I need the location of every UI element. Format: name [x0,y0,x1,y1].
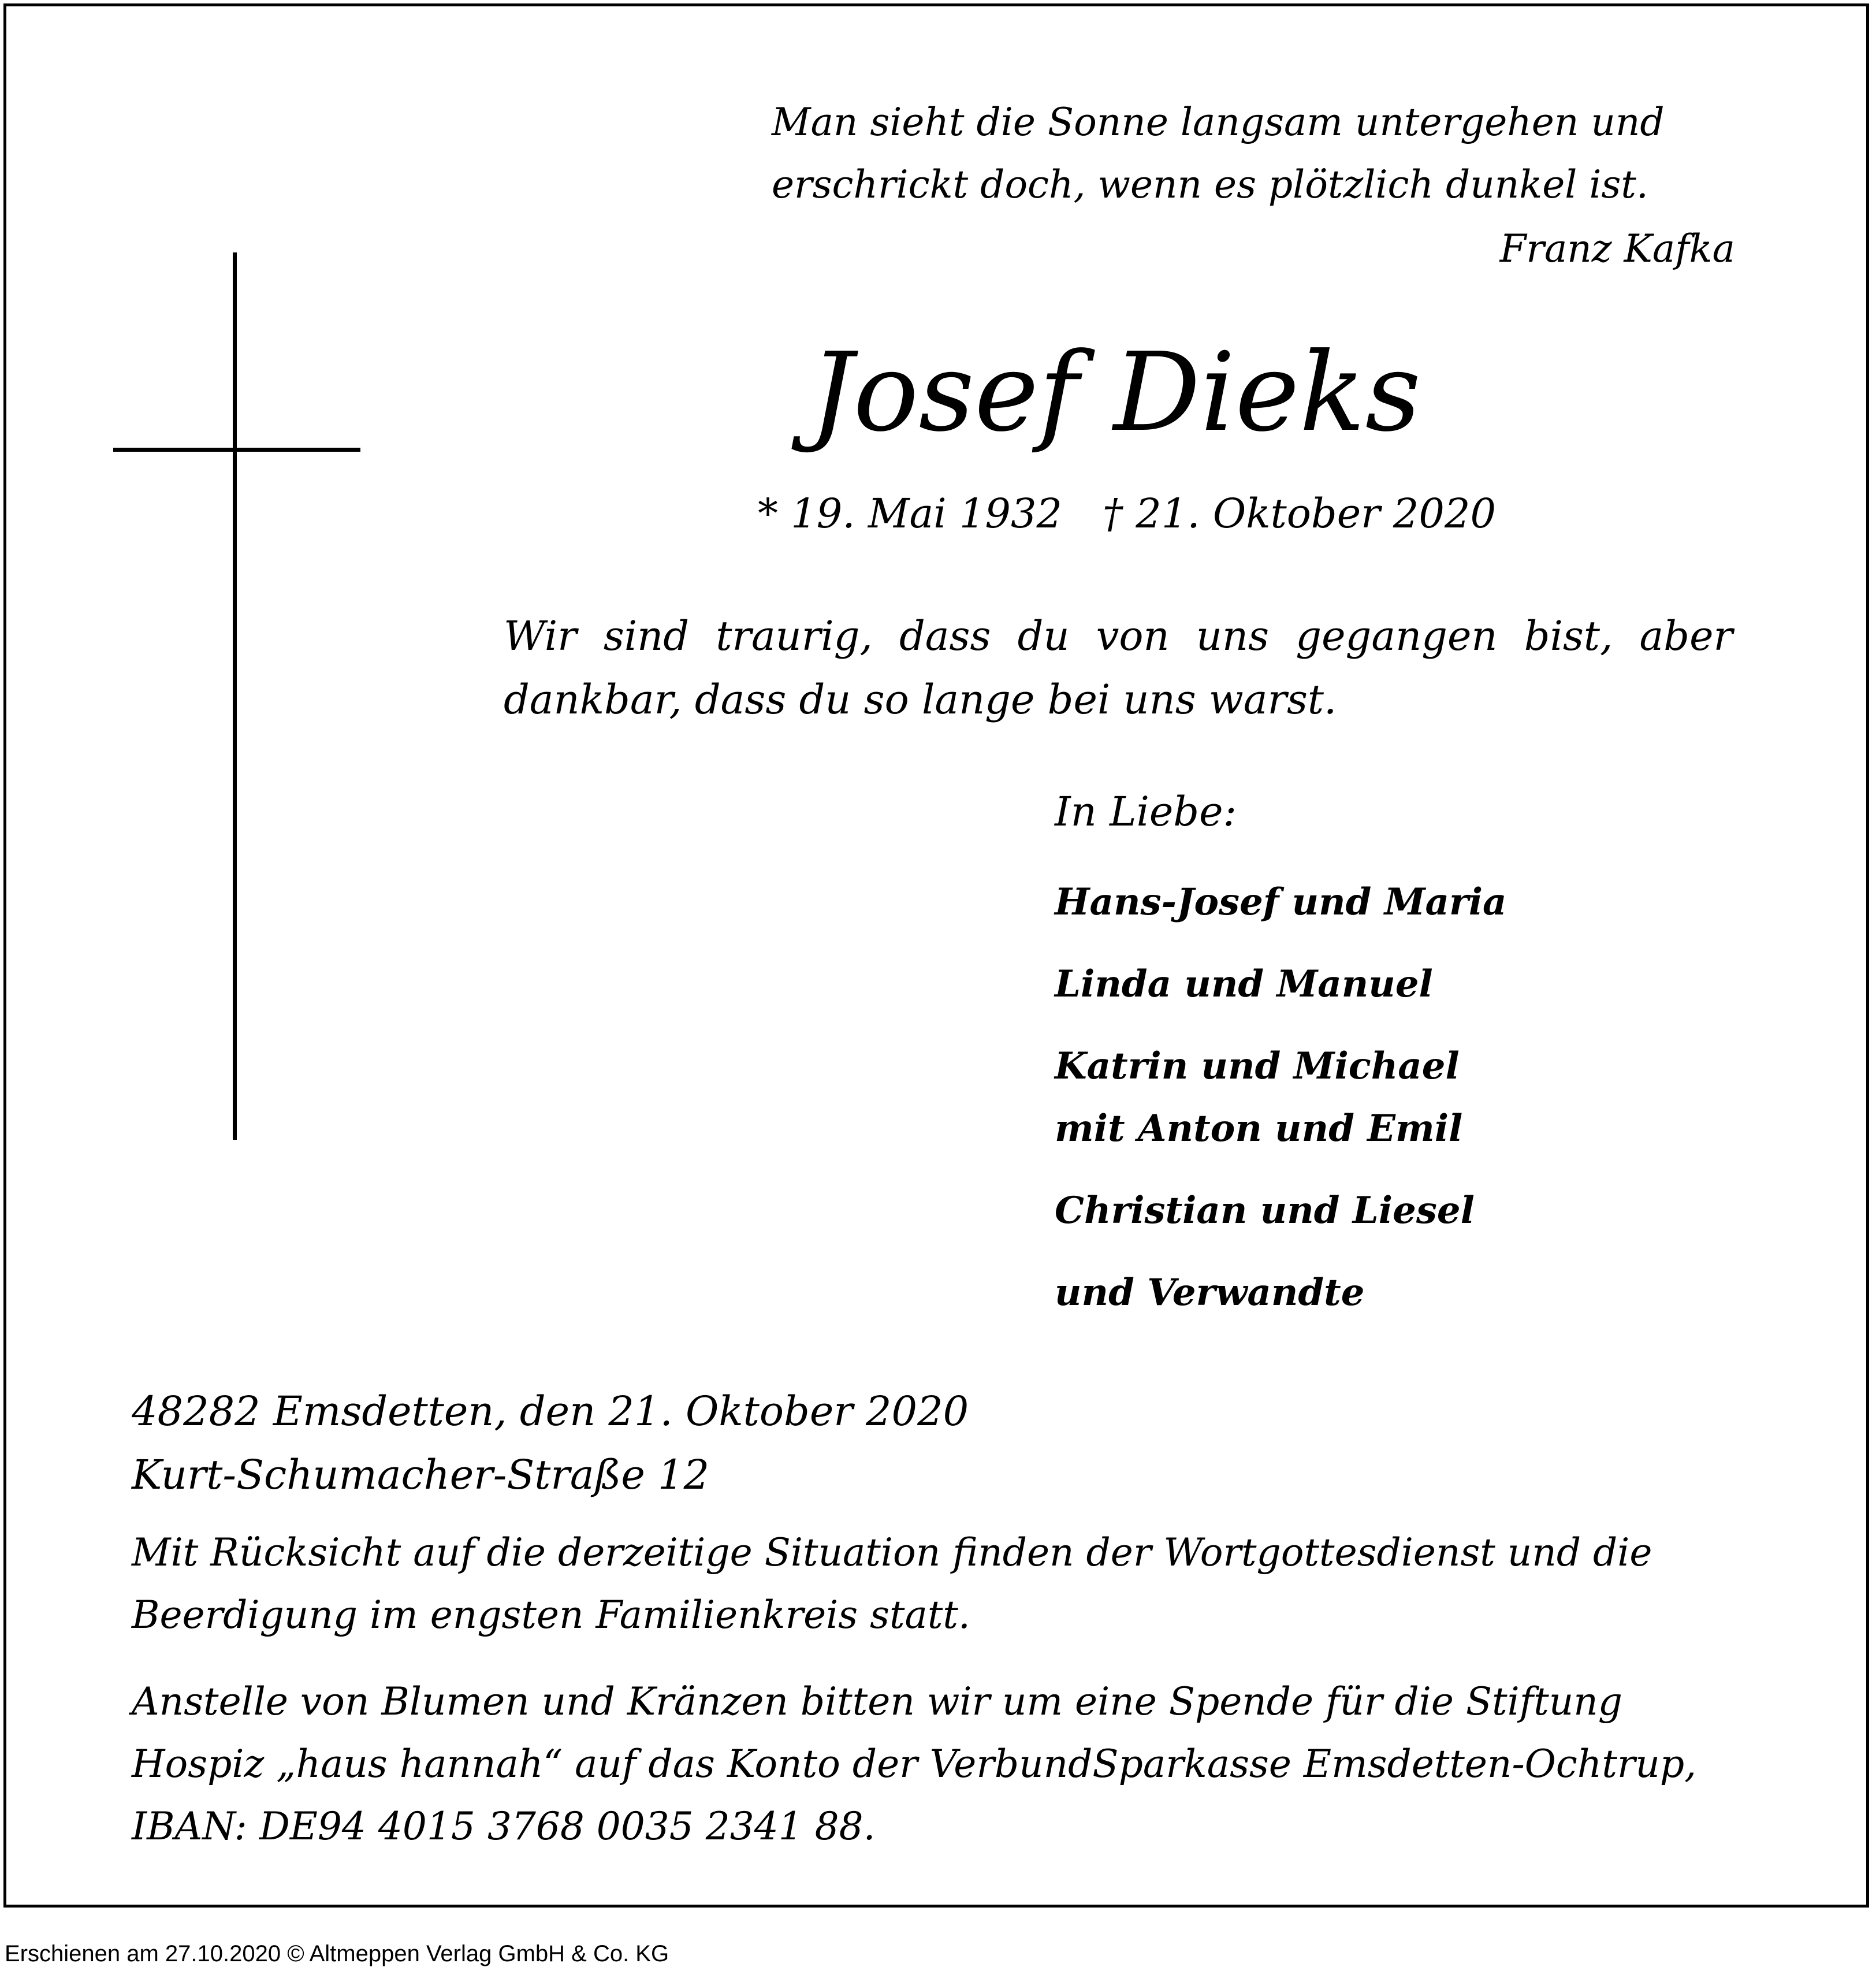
mourner-name: und Verwandte [1055,1271,1365,1314]
mourners-intro: In Liebe: [1055,788,1237,835]
mourner-name: Linda und Manuel [1055,962,1433,1006]
cross-vertical-bar [233,252,237,1140]
life-dates [758,490,1496,537]
quote [772,91,1665,216]
deceased-name: Josef Dieks [810,329,1421,456]
quote-line: erschrickt doch, wenn es plötzlich dunkel ist. [772,162,1648,207]
place-date: 48282 Emsdetten, den 21. Oktober 2020 [132,1388,969,1435]
cross-horizontal-bar [113,448,360,452]
mourner-name: Katrin und Michael [1055,1044,1460,1088]
address-block [132,1380,969,1507]
mourner-name: Hans-Josef und Maria [1055,880,1507,924]
quote-author: Franz Kafka [1499,226,1735,271]
quote-line: Man sieht die Sonne langsam untergehen und [772,100,1665,144]
death-date: † 21. Oktober 2020 [1103,490,1497,537]
birth-date: * 19. Mai 1932 [758,490,1063,537]
donation-notice: Anstelle von Blumen und Kränzen bitten wir um eine Spende für die Stiftung Hospiz „haus hannah“ auf das Konto der VerbundSparkasse Emsdetten-Ochtrup, IBAN: DE94 4015 3768 0035 2341 88. [132,1679,1697,1849]
mourner-name: Christian und Liesel [1055,1189,1475,1232]
mourner-name: mit Anton und Emil [1055,1107,1463,1150]
farewell-message: Wir sind traurig, dass du von uns gegangen bist, aber dankbar, dass du so lange bei uns warst. [504,612,1733,723]
street-address: Kurt-Schumacher-Straße 12 [132,1451,710,1499]
publication-footer: Erschienen am 27.10.2020 © Altmeppen Verlag GmbH & Co. KG [5,1941,669,1966]
funeral-notice: Mit Rücksicht auf die derzeitige Situation finden der Wortgottesdienst und die Beerdigung im engsten Familienkreis statt. [132,1530,1652,1637]
